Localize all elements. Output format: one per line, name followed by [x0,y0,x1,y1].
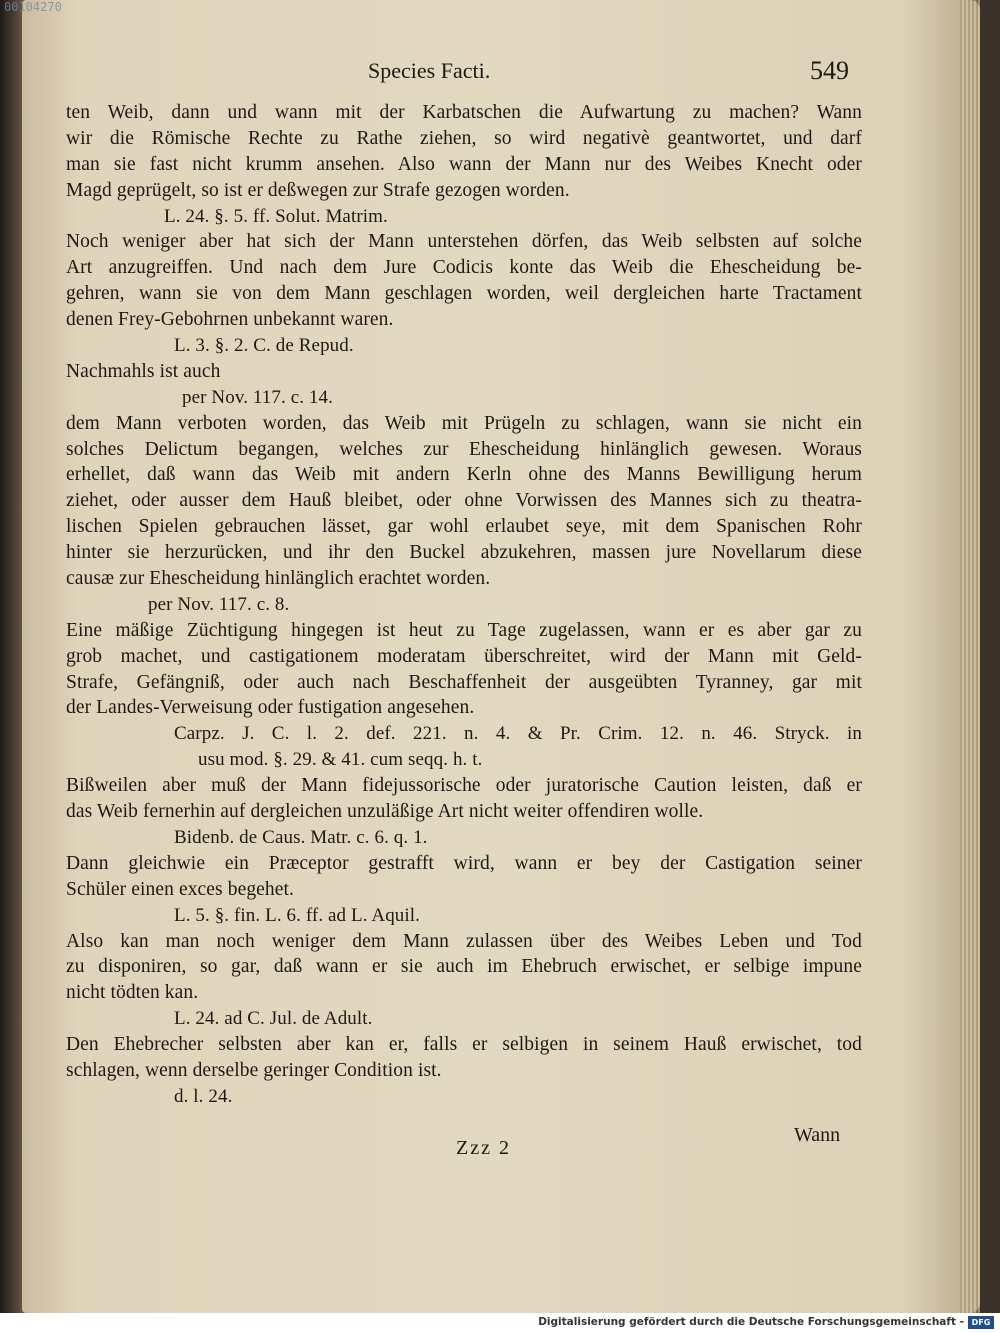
text-line: nicht tödten kan. [66,982,199,1004]
page-number: 549 [810,56,849,85]
text-line: gehren, wann sie von dem Mann geschlagen worden, weil dergleichen harte Tractament [66,283,862,305]
text-line: erhellet, daß wann das Weib mit andern Kerln ohne des Manns Bewilligung herum [66,464,862,486]
citation-line: d. l. 24. [174,1085,233,1107]
text-line: lischen Spielen gebrauchen lässet, gar wohl erlaubet seye, mit dem Spanischen Rohr [66,516,862,538]
text-line: Art anzugreiffen. Und nach dem Jure Codicis konte das Weib die Ehescheidung be- [66,257,862,279]
citation-line: L. 5. §. fin. L. 6. ff. ad L. Aquil. [174,904,420,926]
text-line: Bißweilen aber muß der Mann fidejussorische oder juratorische Caution leisten, daß er [66,775,862,797]
text-line: Schüler einen exces begehet. [66,878,295,900]
archive-stamp: 00104270 [4,0,62,14]
text-line: Eine mäßige Züchtigung hingegen ist heut zu Tage zugelassen, wann er es aber gar zu [66,619,862,641]
catchword: Wann [794,1124,841,1146]
text-line: dem Mann verboten worden, das Weib mit Prügeln zu schlagen, wann sie nicht ein [66,412,862,434]
body-text [66,100,862,1110]
text-line: schlagen, wenn derselbe geringer Condition ist. [66,1059,442,1081]
signature-mark: Zzz 2 [456,1137,511,1159]
text-line: Den Ehebrecher selbsten aber kan er, falls er selbigen in seinem Hauß erwischet, tod [66,1034,862,1056]
text-line: solches Delictum begangen, welches zur Ehescheidung hinlänglich gewesen. Woraus [66,438,862,460]
footer-credit: Digitalisierung gefördert durch die Deutsche Forschungsgemeinschaft - [538,1316,964,1328]
footer-bar [0,1313,1000,1333]
citation-line: L. 3. §. 2. C. de Repud. [174,335,354,357]
citation-line: per Nov. 117. c. 14. [182,386,333,408]
text-line: hinter sie herzurücken, und ihr den Buckel abzukehren, massen jure Novellarum diese [66,542,862,564]
text-line: Dann gleichwie ein Præceptor gestrafft wird, wann er bey der Castigation seiner [66,852,862,874]
citation-line: L. 24. §. 5. ff. Solut. Matrim. [164,205,388,227]
citation-line: usu mod. §. 29. & 41. cum seqq. h. t. [198,749,483,771]
text-line: Also kan man noch weniger dem Mann zulassen über des Weibes Leben und Tod [66,930,862,952]
book-binding [0,0,24,1313]
text-line: man sie fast nicht krumm ansehen. Also wann der Mann nur des Weibes Knecht oder [66,153,862,175]
citation-line: per Nov. 117. c. 8. [148,593,290,615]
text-line: Noch weniger aber hat sich der Mann unterstehen dörfen, das Weib selbsten auf solche [66,231,862,253]
page-edge [960,0,980,1313]
citation-line: L. 24. ad C. Jul. de Adult. [174,1008,373,1030]
text-line: causæ zur Ehescheidung hinlänglich erachtet worden. [66,568,491,590]
text-line: ten Weib, dann und wann mit der Karbatschen die Aufwartung zu machen? Wann [66,102,862,123]
text-line: der Landes-Verweisung oder fustigation angesehen. [66,697,475,719]
text-line: wir die Römische Rechte zu Rathe ziehen, so wird negativè geantwortet, und darf [66,127,862,149]
dfg-logo-icon: DFG [968,1316,994,1329]
text-line: das Weib fernerhin auf dergleichen unzuläßige Art nicht weiter offendiren wolle. [66,801,704,823]
text-line: grob machet, und castigationem moderatam überschreitet, wird der Mann mit Geld- [66,645,862,667]
text-line: Nachmahls ist auch [66,360,221,382]
text-line: denen Frey-Gebohrnen unbekannt waren. [66,309,394,331]
running-title: Species Facti. [368,58,491,83]
page-header [0,58,1000,98]
citation-line: Bidenb. de Caus. Matr. c. 6. q. 1. [174,826,428,848]
citation-line: Carpz. J. C. l. 2. def. 221. n. 4. & Pr. Crim. 12. n. 46. Stryck. in [174,723,862,745]
text-line: Magd geprügelt, so ist er deßwegen zur Strafe gezogen worden. [66,179,570,201]
text-line: zu disponiren, so gar, daß wann er sie auch im Ehebruch erwischet, er selbige impune [66,956,862,978]
text-line: ziehet, oder ausser dem Hauß bleibet, oder ohne Vorwissen des Mannes sich zu theatra- [66,490,862,512]
text-line: Strafe, Gefängniß, oder auch nach Beschaffenheit der ausgeübten Tyranney, gar mit [66,671,862,693]
